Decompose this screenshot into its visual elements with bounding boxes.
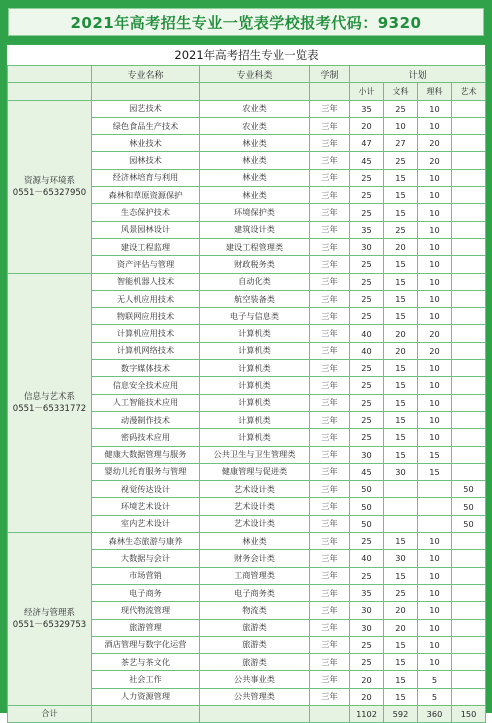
cell-duration: 三年 (310, 567, 350, 584)
cell-arts (384, 498, 418, 515)
cell-duration: 三年 (310, 169, 350, 186)
cell-duration: 三年 (310, 584, 350, 601)
cell-arts: 15 (384, 169, 418, 186)
cell-duration: 三年 (310, 411, 350, 428)
cell-subtotal: 35 (350, 584, 384, 601)
cell-category: 计算机类 (200, 325, 310, 342)
cell-arts: 20 (384, 619, 418, 636)
cell-duration: 三年 (310, 446, 350, 463)
cell-category: 计算机类 (200, 394, 310, 411)
cell-subtotal: 25 (350, 187, 384, 204)
cell-duration: 三年 (310, 117, 350, 134)
total-empty (200, 705, 310, 722)
cell-subtotal: 20 (350, 671, 384, 688)
cell-art (452, 238, 486, 255)
cell-subtotal: 30 (350, 619, 384, 636)
cell-art (452, 533, 486, 550)
cell-major: 林业技术 (92, 135, 200, 152)
subheader-empty (310, 83, 350, 100)
header-category: 专业科类 (200, 66, 310, 83)
cell-arts: 15 (384, 377, 418, 394)
cell-arts (384, 481, 418, 498)
cell-category: 健康管理与促进类 (200, 463, 310, 480)
cell-art (452, 411, 486, 428)
cell-category: 建设工程管理类 (200, 238, 310, 255)
cell-science: 20 (418, 325, 452, 342)
cell-arts: 25 (384, 100, 418, 117)
cell-category: 艺术设计类 (200, 498, 310, 515)
cell-science: 15 (418, 446, 452, 463)
cell-major: 建设工程监理 (92, 238, 200, 255)
cell-duration: 三年 (310, 325, 350, 342)
header-major: 专业名称 (92, 66, 200, 83)
cell-duration: 三年 (310, 619, 350, 636)
department-phone: 0551－65327950 (12, 187, 87, 198)
cell-arts: 25 (384, 221, 418, 238)
cell-major: 园艺技术 (92, 100, 200, 117)
cell-subtotal: 50 (350, 498, 384, 515)
cell-science (418, 515, 452, 532)
cell-arts: 30 (384, 463, 418, 480)
cell-category: 计算机类 (200, 342, 310, 359)
cell-duration: 三年 (310, 204, 350, 221)
cell-major: 现代物流管理 (92, 602, 200, 619)
cell-major: 大数据与会计 (92, 550, 200, 567)
cell-art (452, 117, 486, 134)
cell-arts: 20 (384, 602, 418, 619)
cell-science: 10 (418, 567, 452, 584)
total-art: 150 (452, 705, 486, 722)
cell-arts: 15 (384, 411, 418, 428)
cell-science: 20 (418, 152, 452, 169)
header-arts: 文科 (384, 83, 418, 100)
cell-science: 10 (418, 221, 452, 238)
cell-subtotal: 50 (350, 515, 384, 532)
cell-duration: 三年 (310, 515, 350, 532)
cell-arts: 15 (384, 204, 418, 221)
cell-art (452, 394, 486, 411)
cell-art (452, 325, 486, 342)
cell-category: 旅游类 (200, 654, 310, 671)
cell-arts: 15 (384, 429, 418, 446)
cell-major: 绿色食品生产技术 (92, 117, 200, 134)
department-cell (8, 100, 92, 273)
cell-science: 10 (418, 308, 452, 325)
cell-arts: 15 (384, 567, 418, 584)
header-science: 理科 (418, 83, 452, 100)
cell-art (452, 273, 486, 290)
cell-science (418, 481, 452, 498)
cell-duration: 三年 (310, 100, 350, 117)
cell-duration: 三年 (310, 360, 350, 377)
cell-major: 生态保护技术 (92, 204, 200, 221)
cell-arts: 15 (384, 290, 418, 307)
cell-category: 农业类 (200, 117, 310, 134)
cell-art (452, 619, 486, 636)
cell-subtotal: 50 (350, 481, 384, 498)
cell-duration: 三年 (310, 290, 350, 307)
cell-subtotal: 25 (350, 377, 384, 394)
cell-duration: 三年 (310, 533, 350, 550)
cell-arts: 15 (384, 256, 418, 273)
cell-duration: 三年 (310, 256, 350, 273)
total-row (8, 705, 486, 722)
cell-science: 10 (418, 394, 452, 411)
cell-category: 航空装备类 (200, 290, 310, 307)
table-panel (6, 44, 486, 719)
cell-subtotal: 40 (350, 550, 384, 567)
banner-title: 2021年高考招生专业一览表学校报考代码：9320 (8, 8, 484, 36)
cell-science: 10 (418, 654, 452, 671)
cell-science: 10 (418, 429, 452, 446)
cell-subtotal: 40 (350, 325, 384, 342)
cell-duration: 三年 (310, 429, 350, 446)
cell-art: 50 (452, 481, 486, 498)
cell-arts: 15 (384, 533, 418, 550)
cell-category: 林业类 (200, 533, 310, 550)
cell-arts: 20 (384, 238, 418, 255)
header-art: 艺术 (452, 83, 486, 100)
cell-art (452, 221, 486, 238)
cell-subtotal: 25 (350, 567, 384, 584)
cell-science: 10 (418, 584, 452, 601)
cell-arts: 15 (384, 394, 418, 411)
cell-art (452, 152, 486, 169)
cell-major: 森林生态旅游与康养 (92, 533, 200, 550)
cell-science: 10 (418, 411, 452, 428)
cell-arts: 15 (384, 308, 418, 325)
cell-subtotal: 45 (350, 463, 384, 480)
cell-science: 10 (418, 187, 452, 204)
cell-art (452, 256, 486, 273)
cell-category: 工商管理类 (200, 567, 310, 584)
cell-duration: 三年 (310, 238, 350, 255)
subheader-empty (200, 83, 310, 100)
cell-category: 自动化类 (200, 273, 310, 290)
total-arts: 592 (384, 705, 418, 722)
cell-arts: 25 (384, 584, 418, 601)
department-phone: 0551－65329753 (12, 620, 87, 630)
table-row (8, 100, 486, 117)
cell-science: 10 (418, 602, 452, 619)
cell-subtotal: 25 (350, 290, 384, 307)
cell-duration: 三年 (310, 602, 350, 619)
cell-art (452, 584, 486, 601)
cell-subtotal: 25 (350, 308, 384, 325)
cell-category: 计算机类 (200, 360, 310, 377)
table-row (8, 533, 486, 550)
cell-category: 财务会计类 (200, 550, 310, 567)
cell-arts: 15 (384, 187, 418, 204)
cell-major: 资产评估与管理 (92, 256, 200, 273)
cell-art (452, 463, 486, 480)
cell-arts: 15 (384, 446, 418, 463)
cell-art (452, 688, 486, 705)
cell-major: 人力资源管理 (92, 688, 200, 705)
cell-art: 50 (452, 498, 486, 515)
cell-major: 视觉传达设计 (92, 481, 200, 498)
cell-arts: 20 (384, 342, 418, 359)
cell-science: 10 (418, 238, 452, 255)
cell-major: 风景园林设计 (92, 221, 200, 238)
cell-major: 人工智能技术应用 (92, 394, 200, 411)
cell-major: 旅游管理 (92, 619, 200, 636)
cell-category: 财政税务类 (200, 256, 310, 273)
cell-subtotal: 45 (350, 152, 384, 169)
header-duration: 学制 (310, 66, 350, 83)
cell-subtotal: 40 (350, 342, 384, 359)
cell-arts: 25 (384, 152, 418, 169)
cell-subtotal: 25 (350, 411, 384, 428)
cell-science: 10 (418, 117, 452, 134)
cell-art (452, 308, 486, 325)
cell-art (452, 550, 486, 567)
cell-major: 健康大数据管理与服务 (92, 446, 200, 463)
cell-major: 信息安全技术应用 (92, 377, 200, 394)
cell-art (452, 567, 486, 584)
cell-subtotal: 25 (350, 204, 384, 221)
cell-major: 园林技术 (92, 152, 200, 169)
cell-science: 10 (418, 169, 452, 186)
cell-subtotal: 35 (350, 100, 384, 117)
cell-subtotal: 25 (350, 394, 384, 411)
cell-arts (384, 515, 418, 532)
cell-science: 10 (418, 533, 452, 550)
cell-subtotal: 25 (350, 256, 384, 273)
cell-art (452, 360, 486, 377)
subheader-empty (92, 83, 200, 100)
cell-science: 10 (418, 550, 452, 567)
cell-art (452, 446, 486, 463)
cell-art (452, 671, 486, 688)
cell-science: 10 (418, 204, 452, 221)
cell-duration: 三年 (310, 654, 350, 671)
cell-arts: 15 (384, 360, 418, 377)
cell-category: 电子商务类 (200, 584, 310, 601)
cell-major: 密码技术应用 (92, 429, 200, 446)
cell-subtotal: 25 (350, 654, 384, 671)
department-cell (8, 533, 92, 706)
cell-category: 计算机类 (200, 377, 310, 394)
header-plan: 计划 (350, 66, 486, 83)
cell-science (418, 498, 452, 515)
cell-arts: 10 (384, 117, 418, 134)
cell-art: 50 (452, 515, 486, 532)
cell-arts: 15 (384, 671, 418, 688)
table-row (8, 273, 486, 290)
cell-major: 经济林培育与利用 (92, 169, 200, 186)
cell-major: 无人机应用技术 (92, 290, 200, 307)
cell-art (452, 602, 486, 619)
header-subtotal: 小计 (350, 83, 384, 100)
subheader-empty (8, 83, 92, 100)
cell-art (452, 290, 486, 307)
cell-duration: 三年 (310, 550, 350, 567)
cell-major: 茶艺与茶文化 (92, 654, 200, 671)
department-name: 资源与环境系 (23, 175, 75, 186)
cell-science: 10 (418, 100, 452, 117)
header-empty (8, 66, 92, 83)
cell-science: 10 (418, 360, 452, 377)
cell-duration: 三年 (310, 481, 350, 498)
majors-table (7, 45, 486, 723)
cell-category: 公共事业类 (200, 671, 310, 688)
cell-duration: 三年 (310, 636, 350, 653)
cell-major: 社会工作 (92, 671, 200, 688)
cell-major: 动漫制作技术 (92, 411, 200, 428)
cell-science: 20 (418, 135, 452, 152)
cell-subtotal: 25 (350, 533, 384, 550)
cell-art (452, 654, 486, 671)
cell-category: 建筑设计类 (200, 221, 310, 238)
cell-major: 室内艺术设计 (92, 515, 200, 532)
cell-duration: 三年 (310, 187, 350, 204)
cell-subtotal: 25 (350, 273, 384, 290)
cell-art (452, 100, 486, 117)
cell-science: 10 (418, 290, 452, 307)
cell-subtotal: 25 (350, 429, 384, 446)
cell-art (452, 135, 486, 152)
cell-major: 计算机应用技术 (92, 325, 200, 342)
cell-duration: 三年 (310, 377, 350, 394)
cell-category: 艺术设计类 (200, 481, 310, 498)
cell-duration: 三年 (310, 308, 350, 325)
cell-category: 电子与信息类 (200, 308, 310, 325)
cell-subtotal: 30 (350, 446, 384, 463)
cell-subtotal: 20 (350, 688, 384, 705)
cell-science: 20 (418, 342, 452, 359)
cell-category: 公共管理类 (200, 688, 310, 705)
cell-arts: 30 (384, 550, 418, 567)
cell-duration: 三年 (310, 498, 350, 515)
cell-subtotal: 25 (350, 636, 384, 653)
cell-major: 环境艺术设计 (92, 498, 200, 515)
cell-art (452, 204, 486, 221)
cell-arts: 15 (384, 636, 418, 653)
cell-category: 公共卫生与卫生管理类 (200, 446, 310, 463)
cell-science: 10 (418, 256, 452, 273)
cell-category: 旅游类 (200, 636, 310, 653)
cell-subtotal: 47 (350, 135, 384, 152)
cell-major: 数字媒体技术 (92, 360, 200, 377)
total-science: 360 (418, 705, 452, 722)
cell-arts: 27 (384, 135, 418, 152)
total-label: 合计 (8, 705, 92, 722)
cell-major: 智能机器人技术 (92, 273, 200, 290)
cell-major: 计算机网络技术 (92, 342, 200, 359)
cell-science: 10 (418, 377, 452, 394)
department-name: 信息与艺术系 (23, 391, 75, 402)
cell-duration: 三年 (310, 221, 350, 238)
cell-subtotal: 30 (350, 602, 384, 619)
cell-duration: 三年 (310, 135, 350, 152)
cell-category: 计算机类 (200, 411, 310, 428)
cell-science: 10 (418, 636, 452, 653)
cell-science: 5 (418, 688, 452, 705)
cell-category: 林业类 (200, 169, 310, 186)
cell-category: 林业类 (200, 187, 310, 204)
cell-category: 旅游类 (200, 619, 310, 636)
cell-category: 物流类 (200, 602, 310, 619)
total-subtotal: 1102 (350, 705, 384, 722)
cell-art (452, 169, 486, 186)
cell-category: 林业类 (200, 152, 310, 169)
cell-subtotal: 20 (350, 117, 384, 134)
cell-art (452, 187, 486, 204)
cell-major: 婴幼儿托育服务与管理 (92, 463, 200, 480)
cell-duration: 三年 (310, 394, 350, 411)
cell-category: 艺术设计类 (200, 515, 310, 532)
cell-subtotal: 25 (350, 360, 384, 377)
cell-duration: 三年 (310, 273, 350, 290)
cell-major: 电子商务 (92, 584, 200, 601)
total-empty (310, 705, 350, 722)
department-phone: 0551－65331772 (12, 403, 87, 414)
cell-art (452, 377, 486, 394)
total-empty (92, 705, 200, 722)
cell-duration: 三年 (310, 152, 350, 169)
cell-duration: 三年 (310, 463, 350, 480)
cell-science: 10 (418, 619, 452, 636)
cell-art (452, 429, 486, 446)
cell-arts: 20 (384, 325, 418, 342)
cell-major: 物联网应用技术 (92, 308, 200, 325)
cell-major: 酒店管理与数字化运营 (92, 636, 200, 653)
cell-arts: 15 (384, 654, 418, 671)
cell-subtotal: 35 (350, 221, 384, 238)
cell-category: 计算机类 (200, 429, 310, 446)
cell-arts: 15 (384, 273, 418, 290)
cell-arts: 15 (384, 688, 418, 705)
table-title: 2021年高考招生专业一览表 (8, 45, 486, 66)
cell-art (452, 342, 486, 359)
cell-science: 5 (418, 671, 452, 688)
cell-duration: 三年 (310, 688, 350, 705)
cell-science: 15 (418, 463, 452, 480)
cell-major: 市场营销 (92, 567, 200, 584)
department-name: 经济与管理系 (23, 608, 75, 618)
department-cell (8, 273, 92, 532)
cell-duration: 三年 (310, 342, 350, 359)
cell-category: 林业类 (200, 135, 310, 152)
cell-art (452, 636, 486, 653)
cell-subtotal: 30 (350, 238, 384, 255)
cell-category: 农业类 (200, 100, 310, 117)
cell-subtotal: 25 (350, 169, 384, 186)
cell-major: 森林和草原资源保护 (92, 187, 200, 204)
cell-category: 环境保护类 (200, 204, 310, 221)
cell-science: 10 (418, 273, 452, 290)
cell-duration: 三年 (310, 671, 350, 688)
